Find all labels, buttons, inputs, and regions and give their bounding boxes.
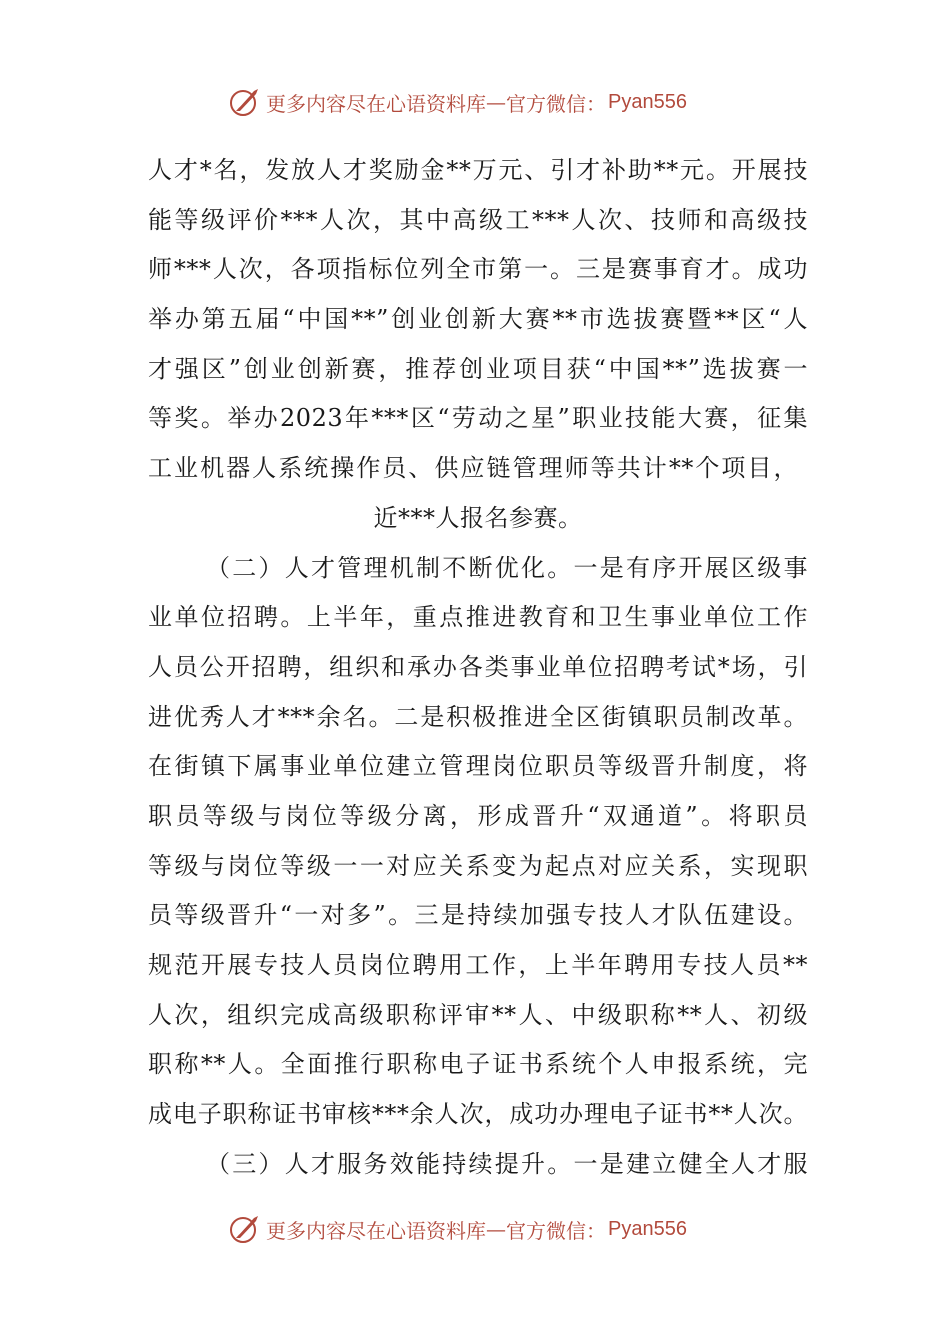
text-line: 人次，组织完成高级职称评审**人、中级职称**人、初级 (148, 1000, 808, 1029)
text-line: 等级与岗位等级一一对应关系变为起点对应关系，实现职 (148, 851, 808, 880)
text-line: 举办第五届“中国**”创业创新大赛**市选拔赛暨**区“人 (148, 305, 808, 334)
watermark-banner-top (228, 82, 748, 122)
text-line: 等奖。举办2023年***区“劳动之星”职业技能大赛，征集 (148, 404, 808, 433)
watermark-wechat-id: Pyan556 (608, 90, 687, 113)
text-line: 近***人报名参赛。 (373, 503, 583, 532)
text-line: 成电子职称证书审核***余人次，成功办理电子证书**人次。 (148, 1100, 808, 1129)
text-line: 进优秀人才***余名。二是积极推进全区街镇职员制改革。 (148, 702, 808, 731)
watermark-banner-bottom (228, 1209, 748, 1249)
text-line: 规范开展专技人员岗位聘用工作，上半年聘用专技人员** (148, 951, 808, 979)
quill-logo-icon (228, 1212, 262, 1246)
watermark-wechat-label: 官方微信： (506, 1218, 606, 1243)
text-line: 职称**人。全面推行职称电子证书系统个人申报系统，完 (148, 1050, 808, 1079)
watermark-dash: — (486, 1217, 506, 1241)
quill-logo-icon (228, 85, 262, 119)
text-line: 职员等级与岗位等级分离，形成晋升“双通道”。将职员 (148, 801, 808, 830)
watermark-dash: — (486, 90, 506, 114)
text-line: 工业机器人系统操作员、供应链管理师等共计**个项目， (148, 454, 798, 483)
text-line: 人才*名，发放人才奖励金**万元、引才补助**元。开展技 (148, 156, 808, 184)
watermark-wechat-id: Pyan556 (608, 1217, 687, 1240)
text-line: 才强区”创业创新赛，推荐创业项目获“中国**”选拔赛一 (148, 354, 808, 383)
text-line: 师***人次，各项指标位列全市第一。三是赛事育才。成功 (148, 255, 808, 284)
paragraph-heading-2: （二）人才管理机制不断优化。一是有序开展区级事 (206, 553, 808, 582)
text-line: 员等级晋升“一对多”。三是持续加强专技人才队伍建设。 (148, 901, 808, 930)
text-line: 在街镇下属事业单位建立管理岗位职员等级晋升制度，将 (148, 752, 808, 781)
paragraph-heading-3: （三）人才服务效能持续提升。一是建立健全人才服 (206, 1149, 808, 1178)
watermark-wechat-label: 官方微信： (506, 91, 606, 116)
watermark-site-text: 更多内容尽在心语资料库 (266, 1218, 486, 1243)
text-line: 业单位招聘。上半年，重点推进教育和卫生事业单位工作 (148, 603, 808, 632)
text-line: 能等级评价***人次，其中高级工***人次、技师和高级技 (148, 205, 808, 234)
document-body (148, 146, 808, 1189)
watermark-site-text: 更多内容尽在心语资料库 (266, 91, 486, 116)
text-line: 人员公开招聘，组织和承办各类事业单位招聘考试*场，引 (148, 652, 808, 681)
